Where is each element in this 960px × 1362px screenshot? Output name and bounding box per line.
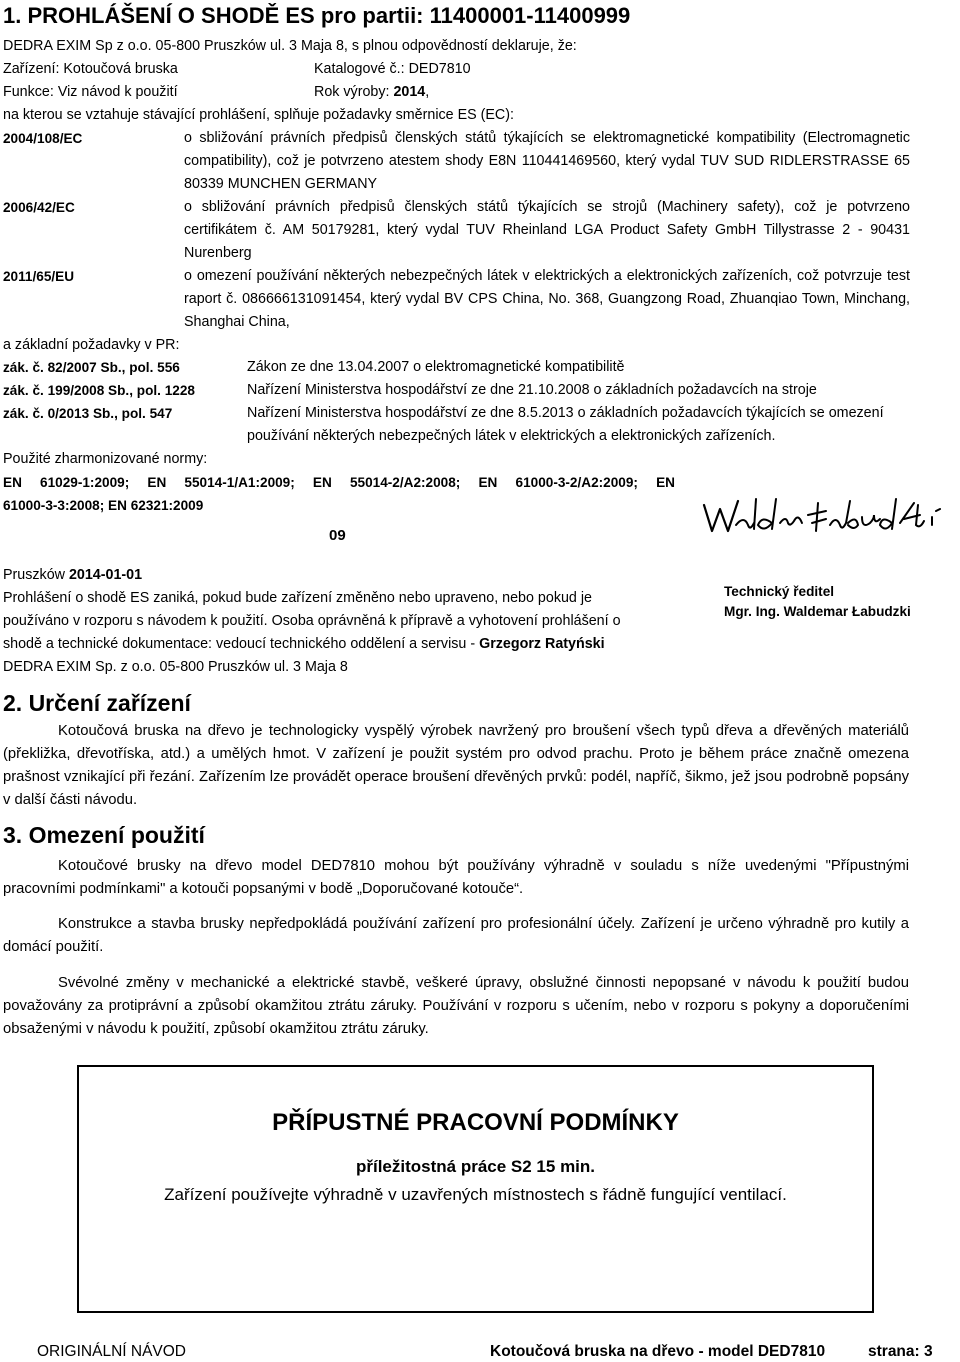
- law-code: zák. č. 0/2013 Sb., pol. 547: [3, 406, 173, 421]
- note-line: používáno v rozporu s návodem k použití. Osoba oprávněná k přípravě a vyhotovení prohlášení o: [3, 613, 621, 629]
- section-3-paragraph-2: Konstrukce a stavba brusky nepředpokládá používání zařízení pro profesionální účely. Zařízení je určeno výhradně pro kutily a domácí použití.: [3, 916, 909, 955]
- directive-text: o sbližování právních předpisů členských států týkajících se elektromagnetické kompatibility (Electromagnetic compatibility), což je potvrzeno atestem shody E8N 110441469560, který vydal TUV SUD RIDLERSTRASSE 65 80339 MUNCHEN GERMANY: [184, 130, 910, 192]
- responsible-person: Grzegorz Ratyński: [479, 636, 605, 652]
- basic-requirements-label: a základní požadavky v PR:: [3, 337, 180, 353]
- standards-line-1: EN 61029-1:2009; EN 55014-1/A1:2009; EN 55014-2/A2:2008; EN 61000-3-2/A2:2009; EN: [3, 475, 675, 490]
- date-value: 2014-01-01: [68, 567, 143, 583]
- page-number: strana: 3: [868, 1343, 933, 1360]
- directive-text: o omezení používání některých nebezpečných látek v elektrických a elektronických zařízeních, což potvrzuje test raport č. 086666131091454, který vydal BV CPS China, No. 368, Guangzong Road, Zhuanqiao Town, Minchang, Shanghai China,: [184, 268, 910, 330]
- conditions-title: PŘÍPUSTNÉ PRACOVNÍ PODMÍNKY: [272, 1109, 679, 1136]
- standards-line-2: 61000-3-3:2008; EN 62321:2009: [3, 498, 204, 513]
- year-label: Rok výroby:: [314, 84, 394, 100]
- signature: [700, 493, 950, 538]
- note-line: [3, 633, 605, 656]
- declarant-line: DEDRA EXIM Sp z o.o. 05-800 Pruszków ul. 3 Maja 8, s plnou odpovědností deklaruje, že:: [3, 38, 577, 54]
- law-code: zák. č. 199/2008 Sb., pol. 1228: [3, 383, 195, 398]
- year-value: 2014: [393, 84, 426, 100]
- duty-cycle: příležitostná práce S2 15 min.: [355, 1157, 596, 1176]
- directive-text: o sbližování právních předpisů členských států týkajících se strojů (Machinery safety), což je potvrzeno certifikátem č. AM 50179281, který vydal TUV Rheinland LGA Product Safety GmbH Tillystrasse 2 - 90431 Nurenberg: [184, 199, 910, 261]
- directive-code: 2004/108/EC: [3, 131, 83, 146]
- directive-code: 2006/42/EC: [3, 200, 75, 215]
- function-label: Funkce: Viz návod k použití: [3, 84, 178, 100]
- place-label: Pruszków: [3, 567, 69, 583]
- signer-name: Mgr. Ing. Waldemar Łabudzki: [724, 604, 911, 619]
- declaration-title: 1. PROHLÁŠENÍ O SHODĚ ES pro partii: 11400001-11400999: [3, 3, 631, 28]
- ventilation-note: Zařízení používejte výhradně v uzavřených místnostech s řádně fungující ventilací.: [164, 1185, 787, 1204]
- working-conditions-box: [77, 1065, 874, 1313]
- section-3-title: 3. Omezení použití: [3, 822, 205, 848]
- signer-title: Technický ředitel: [724, 584, 835, 599]
- section-2-title: 2. Určení zařízení: [3, 690, 191, 716]
- section-3-paragraph-3: Svévolné změny v mechanické a elektrické stavbě, veškeré úpravy, obslužné činnosti nepopsané v návodu k použití budou považovány za protiprávní a způsobí okamžitou ztrátu záruky. Používání v rozporu s učením, nebo v rozporu s pokyny a doporučeními obsaženými v návodu k použití, způsobí okamžitou ztrátu záruky.: [3, 975, 909, 1037]
- note-line: DEDRA EXIM Sp. z o.o. 05-800 Pruszków ul. 3 Maja 8: [3, 659, 348, 675]
- law-text: Nařízení Ministerstva hospodářství ze dne 8.5.2013 o základních požadavcích týkajících se omezení: [247, 405, 884, 421]
- law-text-continued: používání některých nebezpečných látek v elektrických a elektronických zařízeních.: [247, 428, 776, 444]
- device-label: Zařízení: Kotoučová bruska: [3, 61, 178, 77]
- section-2-text: Kotoučová bruska na dřevo je technologicky vyspělý výrobek navržený pro broušení všech typů dřeva a dřevěných materiálů (překližka, dřevotříska, atd.) a umělých hmot. V zařízení je použit systém pro odvod prachu. Proto je během práce značně omezena prašnost vznikající při řezání. Zařízením lze provádět operace broušení dřevěných prvků: podél, napříč, šikmo, jež jsou podrobně popsány v další části návodu.: [3, 723, 909, 808]
- footer-original-manual: ORIGINÁLNÍ NÁVOD: [37, 1343, 186, 1360]
- catalog-value: DED7810: [408, 61, 471, 77]
- catalog-label: Katalogové č.:: [314, 61, 409, 77]
- directive-code: 2011/65/EU: [3, 269, 75, 284]
- place-date: [3, 564, 142, 587]
- year-suffix: ,: [425, 84, 430, 100]
- note-line: Prohlášení o shodě ES zaniká, pokud bude zařízení změněno nebo upraveno, nebo pokud je: [3, 590, 592, 606]
- law-code: zák. č. 82/2007 Sb., pol. 556: [3, 360, 180, 375]
- footer-product: Kotoučová bruska na dřevo - model DED7810: [490, 1343, 826, 1360]
- catalog-number: [314, 58, 471, 81]
- note-text: shodě a technické dokumentace: vedoucí technického oddělení a servisu -: [3, 636, 480, 652]
- production-year: [314, 81, 429, 104]
- law-text: Nařízení Ministerstva hospodářství ze dne 21.10.2008 o základních požadavcích na stroje: [247, 382, 817, 398]
- year-mark: 09: [329, 527, 346, 544]
- law-text: Zákon ze dne 13.04.2007 o elektromagnetické kompatibilitě: [247, 359, 625, 375]
- standards-label: Použité zharmonizované normy:: [3, 451, 208, 467]
- section-3-paragraph-1: Kotoučové brusky na dřevo model DED7810 mohou být používány výhradně v souladu s níže uvedenými "Přípustnými pracovními podmínkami" a kotouči popsanými v bodě „Doporučované kotouče“.: [3, 858, 909, 897]
- applies-text: na kterou se vztahuje stávající prohlášení, splňuje požadavky směrnice ES (EC):: [3, 107, 514, 123]
